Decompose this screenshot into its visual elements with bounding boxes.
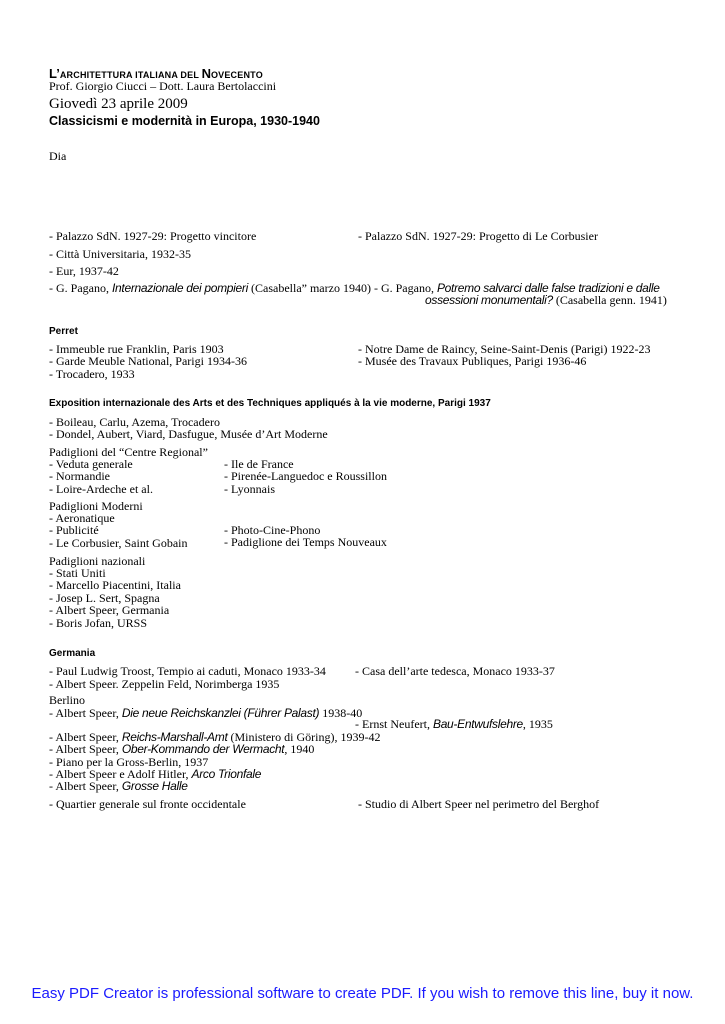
list-item: - Photo-Cine-Phono: [224, 523, 321, 537]
perret-right-list: [358, 343, 650, 368]
studio-line: - Studio di Albert Speer nel perimetro del Berghof: [358, 797, 600, 811]
zeppelin-line: - Albert Speer. Zeppelin Feld, Norimberga 1935: [49, 677, 280, 691]
berlino-title: Berlino: [49, 693, 85, 707]
casa-arte-line: - Casa dell’arte tedesca, Monaco 1933-37: [355, 664, 555, 678]
list-item: - Garde Meuble National, Parigi 1934-36: [49, 354, 247, 369]
nazionali-title: Padiglioni nazionali: [49, 554, 146, 568]
list-item: - Lyonnais: [224, 481, 275, 496]
list-item: - Pirenée-Languedoc e Roussillon: [224, 469, 387, 484]
list-item: - Aeronatique: [49, 511, 115, 525]
list-item: - Josep L. Sert, Spagna: [49, 590, 160, 605]
palazzo-winner: - Palazzo SdN. 1927-29: Progetto vincitore: [49, 229, 257, 243]
marshall-amt-line: - Albert Speer, Reichs-Marshall-Amt (Ministero di Göring), 1939-42: [49, 730, 381, 744]
expo-list: [49, 416, 328, 441]
list-item: - Albert Speer, Germania: [49, 603, 170, 618]
okw-line: - Albert Speer, Ober-Kommando der Wermacht, 1940: [49, 742, 315, 756]
arco-line: - Albert Speer e Adolf Hitler, Arco Trionfale: [49, 767, 262, 781]
list-item: - Ile de France: [224, 457, 294, 471]
list-item: - Musée des Travaux Publiques, Parigi 1936-46: [358, 354, 587, 369]
list-item: - Loire-Ardeche et al.: [49, 481, 153, 496]
pdf-creator-footer: Easy PDF Creator is professional software to create PDF. If you wish to remove this line, buy it now.: [31, 985, 694, 1002]
reichskanzlei-line: - Albert Speer, Die neue Reichskanzlei (Führer Palast) 1938-40: [49, 706, 363, 720]
moderni-left-list: [49, 512, 188, 549]
lecture-date: Giovedì 23 aprile 2009: [49, 96, 188, 112]
neufert-line: - Ernst Neufert, Bau-Entwufslehre, 1935: [355, 717, 553, 731]
regional-right-list: [224, 458, 387, 495]
lecture-title: Classicismi e modernità in Europa, 1930-1940: [49, 114, 320, 128]
list-item: - Boris Jofan, URSS: [49, 615, 148, 630]
list-item: - Notre Dame de Raincy, Seine-Saint-Denis (Parigi) 1922-23: [358, 342, 651, 356]
expo-heading: Exposition internazionale des Arts et des Techniques appliqués à la vie moderne, Parigi 1937: [49, 398, 491, 409]
list-item: - Immeuble rue Franklin, Paris 1903: [49, 342, 224, 356]
regional-left-list: [49, 458, 153, 495]
regional-title: Padiglioni del “Centre Regional”: [49, 445, 208, 459]
list-item: - Padiglione dei Temps Nouveaux: [224, 535, 387, 550]
citta-universitaria: - Città Universitaria, 1932-35: [49, 247, 191, 261]
eur: - Eur, 1937-42: [49, 264, 119, 278]
pagano-line: - G. Pagano, Internazionale dei pompieri (Casabella” marzo 1940) - G. Pagano, Potremo salvarci dalle false tradizioni e dalle: [49, 281, 660, 295]
list-item: - Veduta generale: [49, 457, 133, 471]
list-item: - Marcello Piacentini, Italia: [49, 578, 181, 593]
list-item: - Boileau, Carlu, Azema, Trocadero: [49, 415, 220, 429]
perret-left-list: [49, 343, 247, 380]
list-item: - Le Corbusier, Saint Gobain: [49, 535, 188, 550]
moderni-title: Padiglioni Moderni: [49, 499, 143, 513]
list-item: - Trocadero, 1933: [49, 366, 135, 381]
moderni-right-list: [224, 524, 387, 549]
course-title: L’ARCHITETTURA ITALIANA DEL NOVECENTO: [49, 66, 263, 81]
troost-line: - Paul Ludwig Troost, Tempio ai caduti, Monaco 1933-34: [49, 664, 326, 678]
list-item: - Publicité: [49, 523, 99, 538]
nazionali-list: [49, 567, 181, 629]
piano-line: - Piano per la Gross-Berlin, 1937: [49, 755, 209, 769]
quartier-line: - Quartier generale sul fronte occidentale: [49, 797, 246, 811]
grosse-halle-line: - Albert Speer, Grosse Halle: [49, 779, 188, 793]
list-item: - Stati Uniti: [49, 566, 106, 580]
dia-label: Dia: [49, 149, 67, 163]
palazzo-le-corbusier: - Palazzo SdN. 1927-29: Progetto di Le Corbusier: [358, 229, 598, 243]
list-item: - Dondel, Aubert, Viard, Dasfugue, Musée d’Art Moderne: [49, 427, 328, 442]
list-item: - Normandie: [49, 469, 110, 484]
perret-heading: Perret: [49, 326, 78, 337]
pagano-line-continued: ossessioni monumentali? (Casabella genn. 1941): [425, 293, 667, 307]
germania-heading: Germania: [49, 648, 96, 659]
professors: Prof. Giorgio Ciucci – Dott. Laura Bertolaccini: [49, 79, 277, 93]
